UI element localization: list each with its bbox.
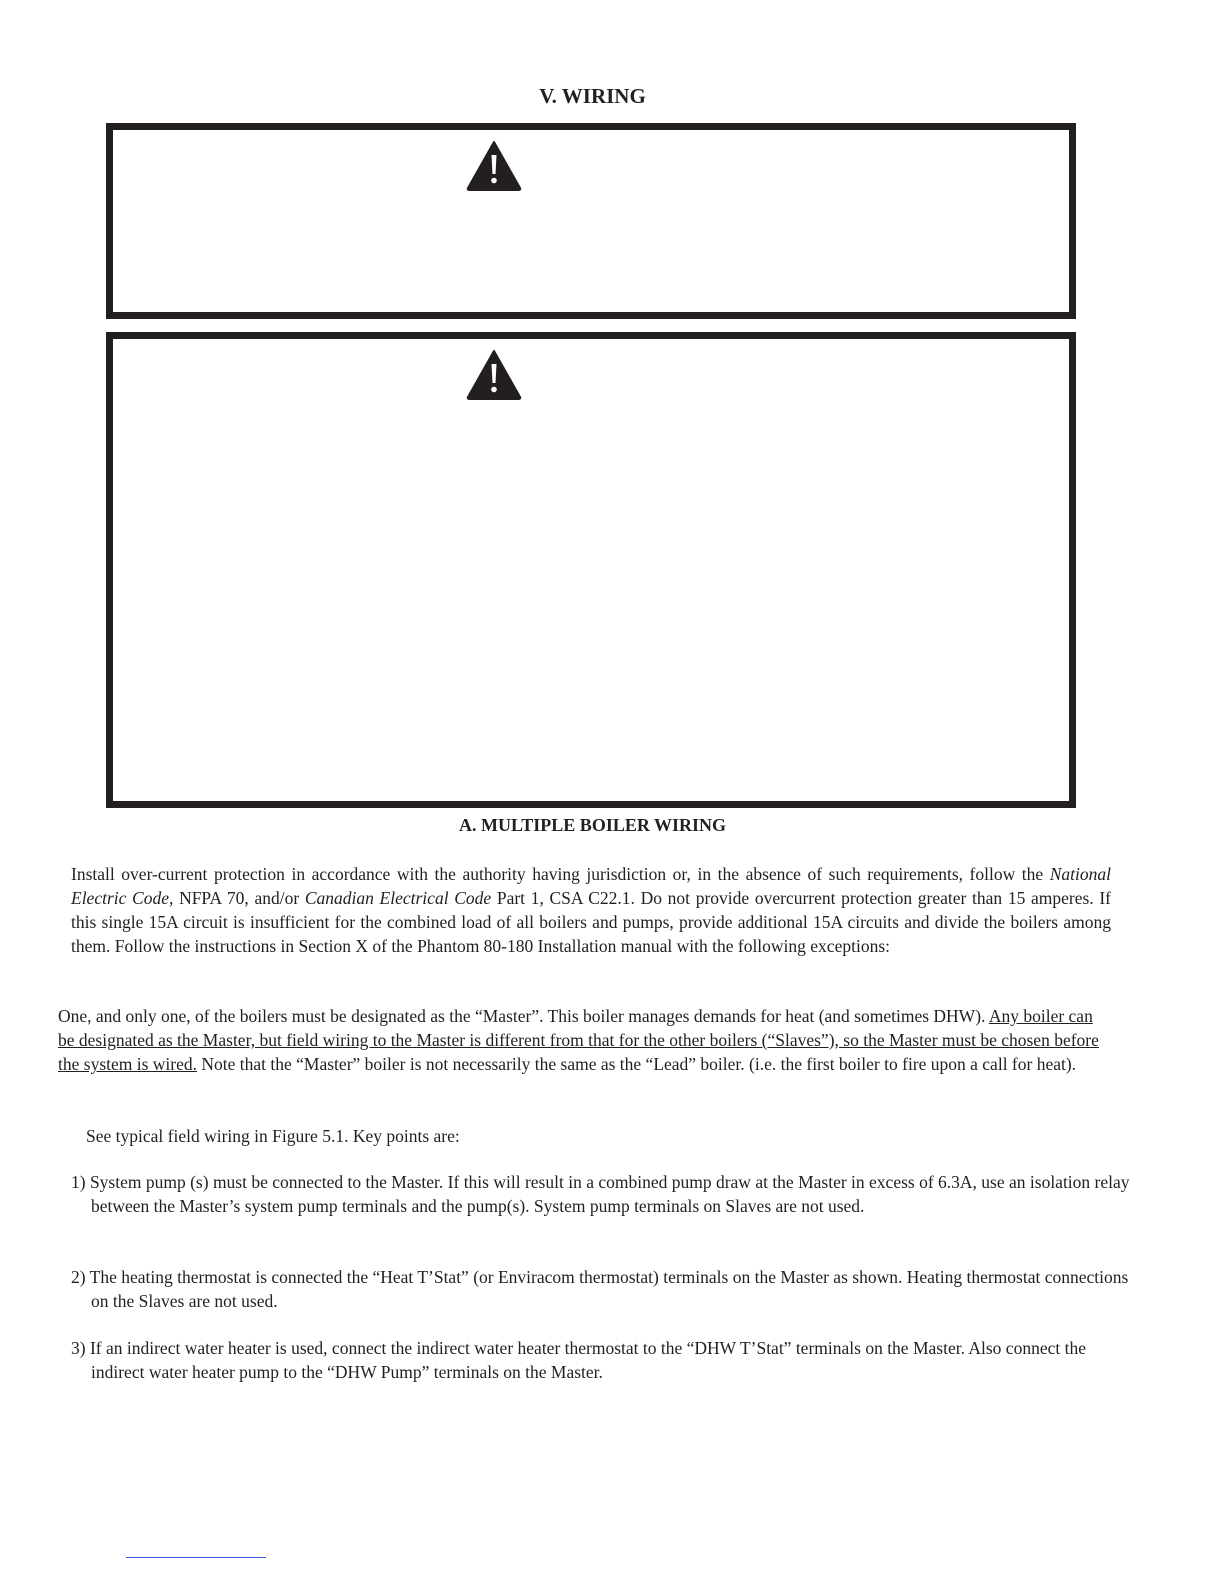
paragraph-key-points: See typical field wiring in Figure 5.1. Key points are: — [86, 1126, 460, 1146]
p1-text-1: Install over-current protection in accordance with the authority having jurisdiction or, in the absence of such requirements, follow the — [71, 864, 1050, 884]
p1-text-3: Part 1, CSA C22.1. Do not provide overcurrent protection greater than 15 amperes. If this single 15A circuit is insufficient for the combined load of all boilers and pumps, provide additional 15A circuits and divide the boilers among them. Follow the instructions in Section X of the Phantom 80-180 Installation manual with the following exceptions: — [71, 888, 1111, 956]
key-point-2: 2) The heating thermostat is connected the “Heat T’Stat” (or Enviracom thermostat) terminals on the Master as shown. Heating thermostat connections on the Slaves are not used. — [71, 1267, 1129, 1311]
subsection-heading: A. MULTIPLE BOILER WIRING — [458, 815, 727, 835]
footer-link-line — [126, 1557, 266, 1558]
warning-triangle-icon — [466, 140, 522, 192]
paragraph-master — [58, 1004, 1108, 1076]
key-point-1: 1) System pump (s) must be connected to the Master. If this will result in a combined pump draw at the Master in excess of 6.3A, use an isolation relay between the Master’s system pump terminals and the pump(s). System pump terminals on Slaves are not used. — [71, 1172, 1130, 1216]
p1-text-2: NFPA 70, and/or — [173, 888, 305, 908]
p2-underlined: Any boiler can be designated as the Master, but field wiring to the Master is different from that for the other boilers (“Slaves”), so the Master must be chosen before the system is wired. — [58, 1006, 1099, 1074]
warning-box-1 — [106, 123, 1076, 319]
warning-triangle-icon — [466, 349, 522, 401]
p1-code-2: Canadian Electrical Code — [304, 888, 492, 908]
warning-box-2 — [106, 332, 1076, 808]
p2-text-1: One, and only one, of the boilers must be designated as the “Master”. This boiler manages demands for heat (and sometimes DHW). — [58, 1006, 989, 1026]
section-title: V. WIRING — [539, 84, 646, 108]
key-point-3: 3) If an indirect water heater is used, connect the indirect water heater thermostat to the “DHW T’Stat” terminals on the Master. Also connect the indirect water heater pump to the “DHW Pump” terminals on the Master. — [71, 1338, 1086, 1382]
paragraph-overcurrent — [71, 862, 1111, 958]
p2-text-2: Note that the “Master” boiler is not necessarily the same as the “Lead” boiler. (i.e. the first boiler to fire upon a call for heat). — [197, 1054, 1077, 1074]
p1-code-1: National Electric Code, — [71, 864, 1111, 908]
